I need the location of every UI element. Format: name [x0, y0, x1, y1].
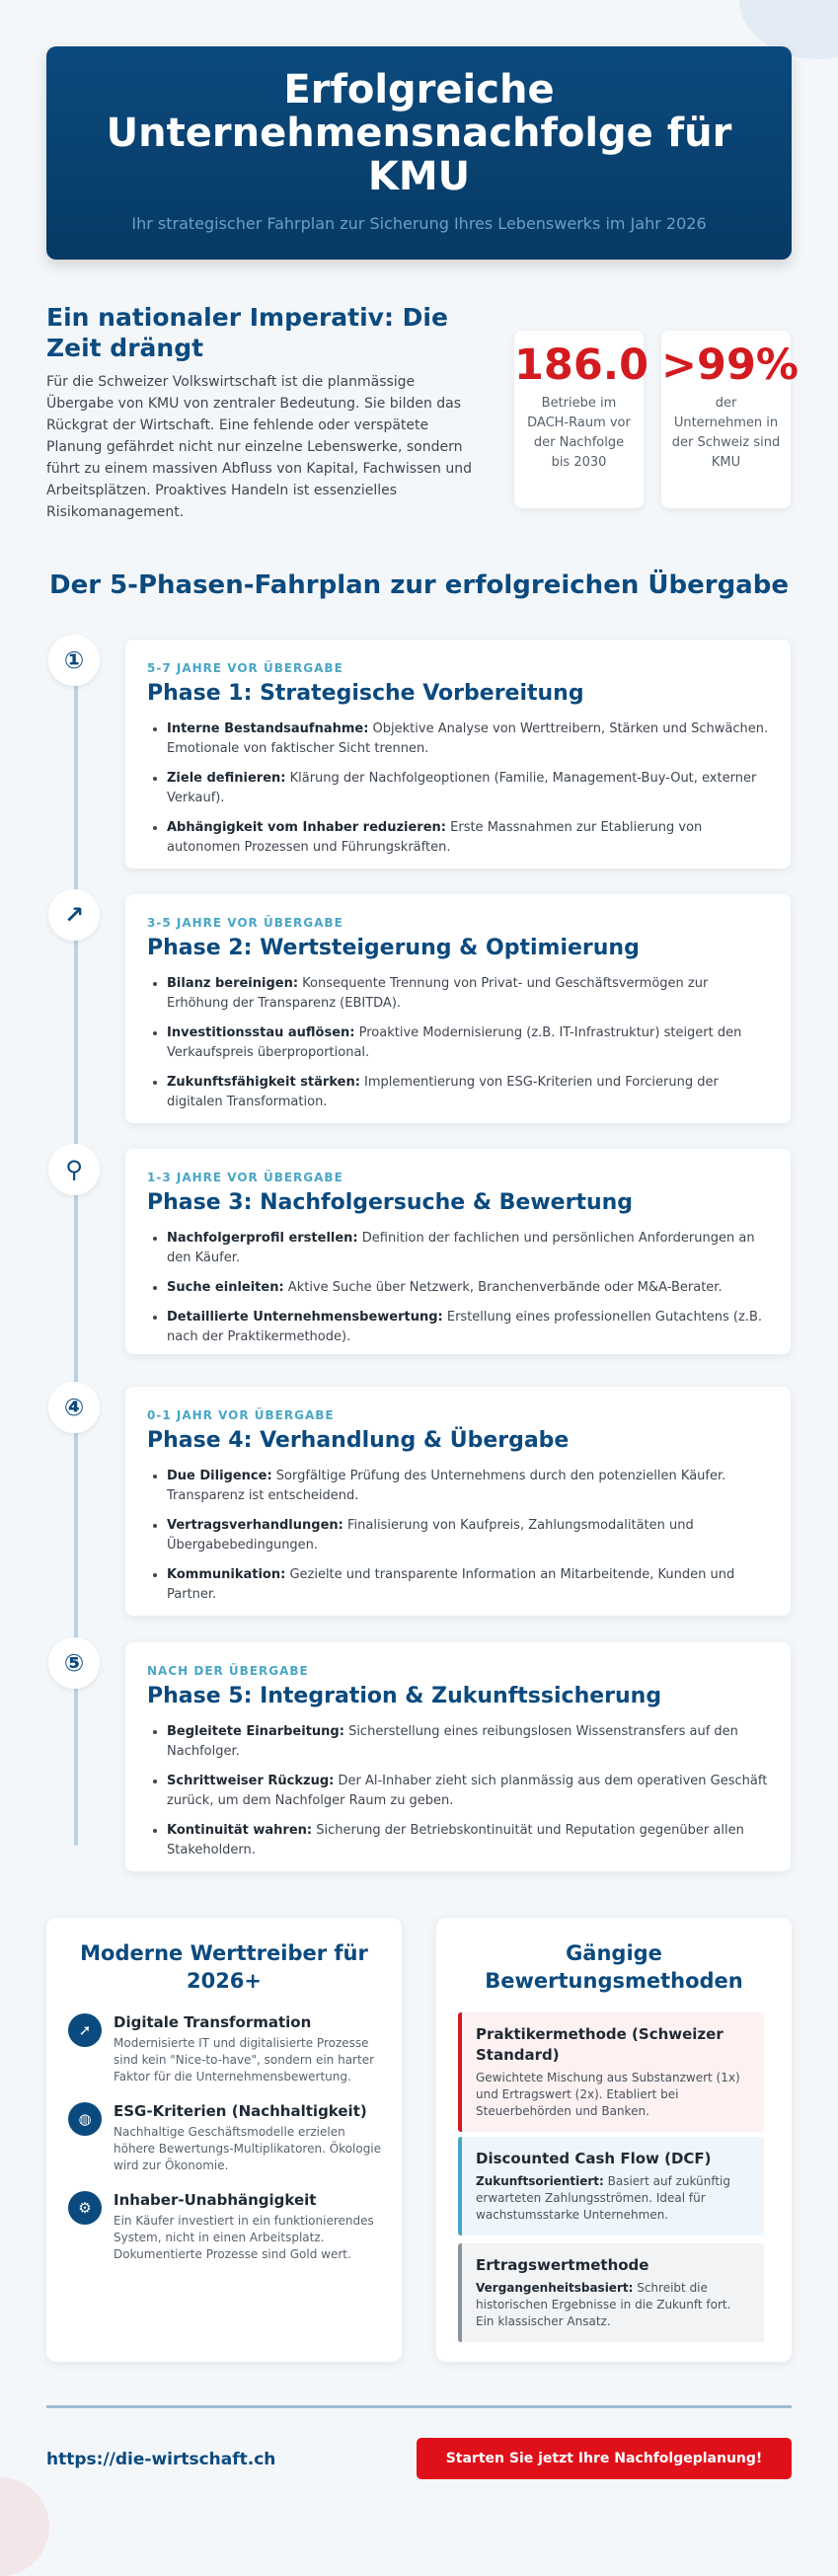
stat-label: der Unternehmen in der Schweiz sind KMU — [671, 396, 781, 470]
phase-task-label: Ziele definieren: — [167, 771, 286, 786]
value-driver-text: Ein Käufer investiert in ein funktionierendes System, nicht in einen Arbeitsplatz. Dokumentierte Prozesse sind Gold wert. — [114, 2214, 374, 2261]
phase-task-label: Zukunftsfähigkeit stärken: — [167, 1075, 360, 1090]
value-driver-text: Modernisierte IT und digitalisierte Prozesse sind kein "Nice-to-have", sondern ein harter Faktor für die Unternehmensbewertung. — [114, 2036, 375, 2084]
valuation-method-title: Discounted Cash Flow (DCF) — [476, 2150, 712, 2167]
phase-task: • Investitionsstau auflösen: Proaktive Modernisierung (z.B. IT-Infrastruktur) steigert den Verkaufspreis überproportional. — [167, 1023, 769, 1063]
valuation-methods-panel — [436, 1918, 792, 2362]
valuation-method-card — [458, 2243, 764, 2342]
value-driver-title: Digitale Transformation — [114, 2013, 312, 2031]
phase-icon-wrap — [48, 1637, 100, 1689]
phase-title: Phase 5: Integration & Zukunftssicherung — [147, 1684, 662, 1708]
phase-task-list — [147, 974, 769, 1112]
user-gear-icon: ⚙ — [68, 2191, 102, 2225]
valuation-method-title: Ertragswertmethode — [476, 2256, 649, 2274]
phase-card — [125, 1642, 791, 1871]
valuation-method-card — [458, 2137, 764, 2235]
valuation-method-tag: Zukunftsorientiert: — [476, 2174, 604, 2188]
value-driver-item — [68, 2102, 384, 2174]
start-planning-button[interactable]: Starten Sie jetzt Ihre Nachfolgeplanung! — [417, 2438, 792, 2479]
phase-timeframe: NACH DER ÜBERGABE — [147, 1664, 309, 1678]
phase-icon-wrap — [48, 635, 100, 686]
phase-icon-wrap — [48, 889, 100, 941]
phase-task: • Due Diligence: Sorgfältige Prüfung des Unternehmens durch den potenziellen Käufer. Transparenz ist entscheidend. — [167, 1467, 769, 1506]
phase-icon-wrap — [48, 1382, 100, 1433]
stat-card-businesses — [514, 331, 649, 508]
phase-icon-wrap — [48, 1144, 100, 1195]
phase-task-label: Bilanz bereinigen: — [167, 976, 299, 991]
phase-task: • Detaillierte Unternehmensbewertung: Erstellung eines professionellen Gutachtens (z.B. nach der Praktikermethode). — [167, 1308, 769, 1347]
phase-title: Phase 4: Verhandlung & Übergabe — [147, 1428, 570, 1453]
phase-task: • Abhängigkeit vom Inhaber reduzieren: Erste Massnahmen zur Etablierung von autonomen Prozessen und Führungskräften. — [167, 818, 769, 858]
value-driver-text: Nachhaltige Geschäftsmodelle erzielen höhere Bewertungs-Multiplikatoren. Ökologie wird zur Ökonomie. — [114, 2125, 382, 2172]
stat-card-kmu-share — [661, 331, 799, 508]
phase-card — [125, 1387, 791, 1616]
rocket-icon: ➚ — [68, 2013, 102, 2047]
phase-timeframe: 5-7 JAHRE VOR ÜBERGABE — [147, 661, 343, 675]
phase-task-label: Investitionsstau auflösen: — [167, 1025, 355, 1040]
hero-banner — [46, 46, 792, 260]
phase-task: • Vertragsverhandlungen: Finalisierung von Kaufpreis, Zahlungsmodalitäten und Übergabebedingungen. — [167, 1516, 769, 1555]
valuation-method-card — [458, 2012, 764, 2132]
phase-title: Phase 3: Nachfolgersuche & Bewertung — [147, 1190, 634, 1215]
phase-task: • Interne Bestandsaufnahme: Objektive Analyse von Werttreibern, Stärken und Schwächen. Emotionale von faktischer Sicht trennen. — [167, 720, 769, 759]
footer-divider — [46, 2405, 792, 2408]
value-driver-title: ESG-Kriterien (Nachhaltigkeit) — [114, 2102, 367, 2120]
chart-line-icon: ↗ — [63, 901, 85, 929]
phase-timeframe: 3-5 JAHRE VOR ÜBERGABE — [147, 916, 343, 930]
phase-timeframe: 1-3 JAHRE VOR ÜBERGABE — [147, 1171, 343, 1184]
globe-icon: ◍ — [68, 2102, 102, 2136]
valuation-method-title: Praktikermethode (Schweizer Standard) — [476, 2025, 724, 2064]
phase-card — [125, 1149, 791, 1354]
phase-task-label: Nachfolgerprofil erstellen: — [167, 1231, 358, 1246]
roadmap-title: Der 5-Phasen-Fahrplan zur erfolgreichen Übergabe — [49, 570, 789, 600]
intro-text: Für die Schweizer Volkswirtschaft ist die planmässige Übergabe von KMU von zentraler Bedeutung. Sie bilden das Rückgrat der Wirtschaft. Eine fehlende oder verspätete Planung gefährdet nicht nur einzelne Lebenswerke, sondern führt zu einem massiven Abfluss von Kapital, Fachwissen und Arbeitsplätzen. Proaktives Handeln ist essenzielles Risikomanagement. — [46, 374, 472, 520]
phase-task-list — [147, 720, 769, 858]
phase-task: • Ziele definieren: Klärung der Nachfolgeoptionen (Familie, Management-Buy-Out, externer Verkauf). — [167, 769, 769, 808]
valuation-method-text: Gewichtete Mischung aus Substanzwert (1x) und Ertragswert (2x). Etabliert bei Steuerbehörden und Banken. — [476, 2071, 740, 2118]
value-driver-item — [68, 2191, 384, 2263]
value-driver-title: Inhaber-Unabhängigkeit — [114, 2191, 317, 2209]
intro-title: Ein nationaler Imperativ: Die Zeit drängt — [46, 303, 448, 362]
phase-title: Phase 1: Strategische Vorbereitung — [147, 681, 584, 706]
phase-task: • Begleitete Einarbeitung: Sicherstellung eines reibungslosen Wissenstransfers auf den Nachfolger. — [167, 1722, 769, 1762]
phase-card — [125, 640, 791, 869]
website-link[interactable]: https://die-wirtschaft.ch — [46, 2450, 276, 2469]
phase-task-label: Schrittweiser Rückzug: — [167, 1774, 335, 1788]
phase-task-label: Detaillierte Unternehmensbewertung: — [167, 1310, 443, 1325]
phase-task-label: Kontinuität wahren: — [167, 1823, 313, 1838]
valuation-method-text: Zukunftsorientiert: Basiert auf zukünftig erwarteten Zahlungsströmen. Ideal für wachstumsstarke Unternehmen. — [476, 2174, 730, 2222]
search-icon: ⚲ — [65, 1156, 83, 1183]
phase-task-list — [147, 1722, 769, 1860]
page-subtitle: Ihr strategischer Fahrplan zur Sicherung Ihres Lebenswerks im Jahr 2026 — [131, 214, 707, 233]
phase-card — [125, 894, 791, 1123]
phase-task: • Bilanz bereinigen: Konsequente Trennung von Privat- und Geschäftsvermögen zur Erhöhung der Transparenz (EBITDA). — [167, 974, 769, 1014]
valuation-methods-title: Gängige Bewertungsmethoden — [485, 1941, 743, 1993]
phase-task-list — [147, 1229, 769, 1347]
phase-task-label: Interne Bestandsaufnahme: — [167, 721, 369, 736]
number-1-icon: ① — [63, 646, 85, 674]
valuation-method-tag: Vergangenheitsbasiert: — [476, 2281, 634, 2295]
decor-circle — [0, 2477, 49, 2576]
phase-task: • Zukunftsfähigkeit stärken: Implementierung von ESG-Kriterien und Forcierung der digitalen Transformation. — [167, 1073, 769, 1112]
phase-task-label: Due Diligence: — [167, 1469, 272, 1483]
phase-task: • Kontinuität wahren: Sicherung der Betriebskontinuität und Reputation gegenüber allen Stakeholdern. — [167, 1821, 769, 1860]
phase-title: Phase 2: Wertsteigerung & Optimierung — [147, 936, 640, 960]
number-5-icon: ⑤ — [63, 1649, 85, 1677]
value-drivers-panel — [46, 1918, 402, 2362]
page-title: Erfolgreiche Unternehmensnachfolge für KMU — [106, 67, 732, 199]
phase-task-list — [147, 1467, 769, 1605]
phase-task-label: Kommunikation: — [167, 1567, 286, 1582]
stat-value: >99% — [661, 341, 799, 390]
valuation-method-text: Vergangenheitsbasiert: Schreibt die historischen Ergebnisse in die Zukunft fort. Ein klassischer Ansatz. — [476, 2281, 731, 2328]
phase-task: • Kommunikation: Gezielte und transparente Information an Mitarbeitende, Kunden und Partner. — [167, 1565, 769, 1605]
value-drivers-title: Moderne Werttreiber für 2026+ — [80, 1941, 368, 1993]
phase-timeframe: 0-1 JAHR VOR ÜBERGABE — [147, 1408, 335, 1422]
value-driver-item — [68, 2013, 384, 2085]
phase-task: • Suche einleiten: Aktive Suche über Netzwerk, Branchenverbände oder M&A-Berater. — [167, 1278, 769, 1298]
phase-task: • Schrittweiser Rückzug: Der Al-Inhaber zieht sich planmässig aus dem operativen Geschäft zurück, um dem Nachfolger Raum zu geben. — [167, 1772, 769, 1811]
phase-task-label: Suche einleiten: — [167, 1280, 284, 1295]
phase-task-label: Begleitete Einarbeitung: — [167, 1724, 344, 1739]
phase-task-label: Vertragsverhandlungen: — [167, 1518, 343, 1533]
phase-task-label: Abhängigkeit vom Inhaber reduzieren: — [167, 820, 446, 835]
phase-task: • Nachfolgerprofil erstellen: Definition der fachlichen und persönlichen Anforderungen an den Käufer. — [167, 1229, 769, 1268]
stat-value: 186.0 — [514, 341, 649, 390]
document-icon: ④ — [63, 1394, 85, 1421]
stat-label: Betriebe im DACH-Raum vor der Nachfolge bis 2030 — [527, 396, 631, 470]
